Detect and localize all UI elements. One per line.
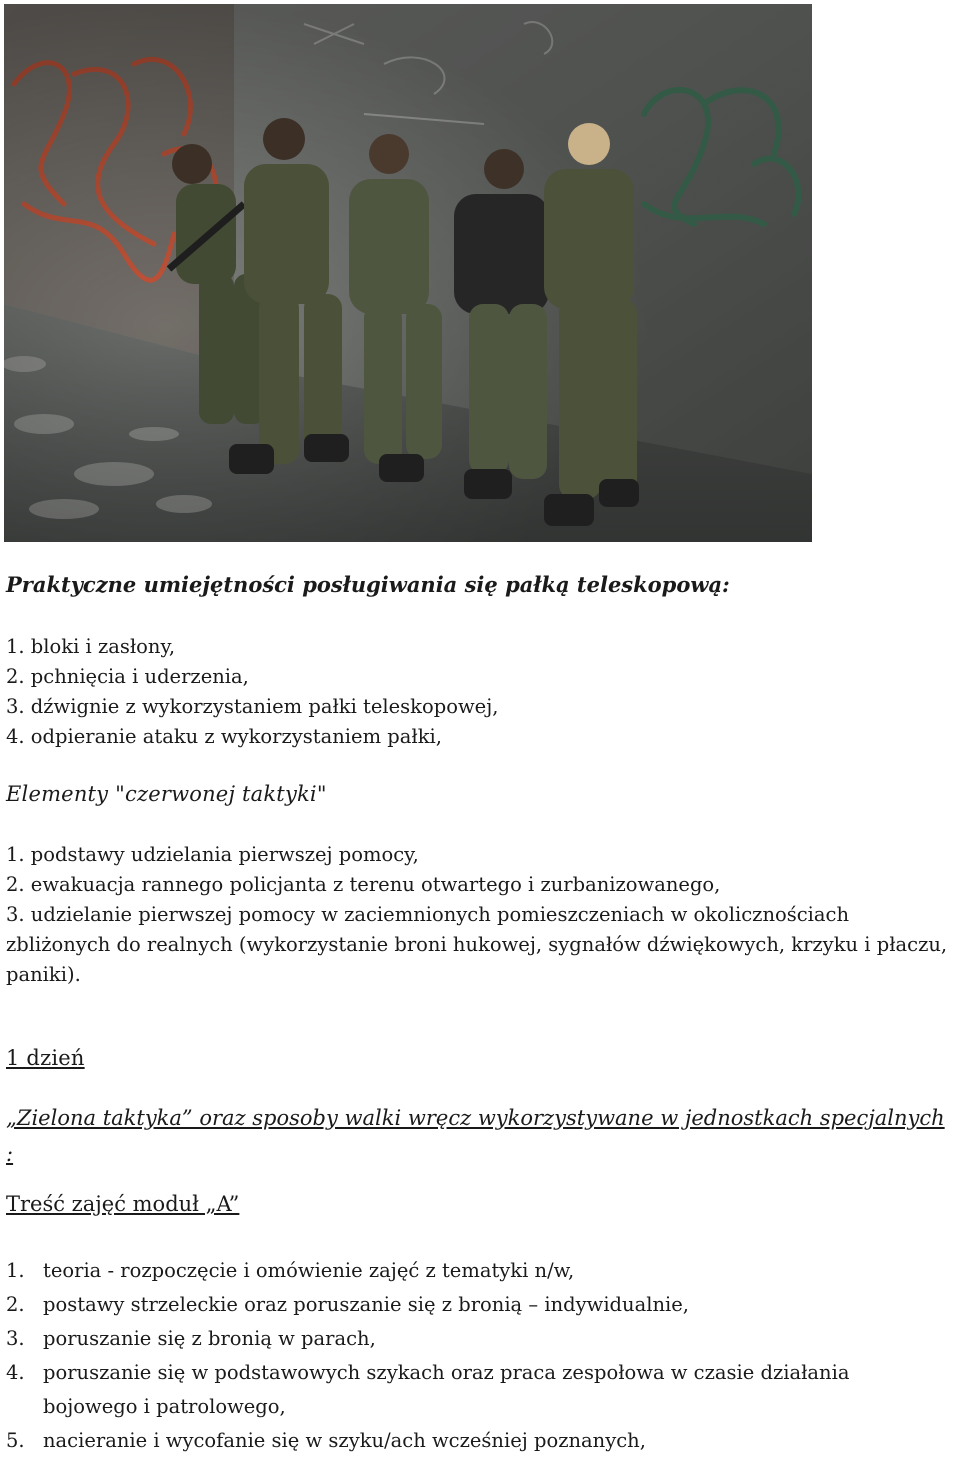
section-baton-heading: Praktyczne umiejętności posługiwania się pałką teleskopową: (6, 572, 730, 597)
section-baton (6, 572, 956, 597)
list-item (6, 1254, 946, 1288)
list-item-text: nacieranie i wycofanie się w szyku/ach wcześniej poznanych, (43, 1429, 646, 1452)
list-item: 1. podstawy udzielania pierwszej pomocy, (6, 843, 419, 866)
list-item-number: 1. (6, 1259, 25, 1282)
list-item: 3. dźwignie z wykorzystaniem pałki teleskopowej, (6, 695, 499, 718)
list-item-text: poruszanie się z bronią w parach, (43, 1327, 376, 1350)
list-item: 3. udzielanie pierwszej pomocy w zaciemnionych pomieszczeniach w okolicznościach zbliżonych do realnych (wykorzystanie broni hukowej, sygnałów dźwiękowych, krzyku i płaczu, paniki). (6, 903, 948, 986)
day-subtitle: „Zielona taktyka” oraz sposoby walki wręcz wykorzystywane w jednostkach specjalnych : (6, 1106, 945, 1166)
list-item-number: 4. (6, 1361, 25, 1384)
list-item: 1. bloki i zasłony, (6, 635, 176, 658)
section-red-heading: Elementy "czerwonej taktyki" (6, 782, 327, 806)
list-item-number: 3. (6, 1327, 25, 1350)
list-item: 2. pchnięcia i uderzenia, (6, 665, 249, 688)
section-red-list (6, 840, 956, 990)
section-red (6, 782, 956, 806)
module-title-block (6, 1192, 956, 1216)
day-label: 1 dzień (6, 1046, 85, 1070)
list-item (6, 1424, 946, 1458)
list-item-text: teoria - rozpoczęcie i omówienie zajęć z tematyki n/w, (43, 1259, 575, 1282)
list-item-number: 2. (6, 1293, 25, 1316)
list-item-text: postawy strzeleckie oraz poruszanie się z bronią – indywidualnie, (43, 1293, 689, 1316)
soldiers-in-stack-formation-image (4, 4, 812, 542)
list-item (6, 1288, 946, 1322)
list-item-text: poruszanie się w podstawowych szykach oraz praca zespołowa w czasie działania bojowego i patrolowego, (43, 1361, 850, 1418)
day-subtitle-block (6, 1100, 956, 1172)
list-item: 2. ewakuacja rannego policjanta z terenu otwartego i zurbanizowanego, (6, 873, 721, 896)
list-item: 4. odpieranie ataku z wykorzystaniem pałki, (6, 725, 442, 748)
list-item (6, 1322, 946, 1356)
section-baton-list (6, 632, 956, 752)
module-list (6, 1254, 946, 1458)
training-photo (4, 4, 812, 542)
list-item (6, 1356, 946, 1424)
day-section (6, 1046, 956, 1070)
list-item-number: 5. (6, 1429, 25, 1452)
module-title: Treść zajęć moduł „A” (6, 1192, 240, 1216)
